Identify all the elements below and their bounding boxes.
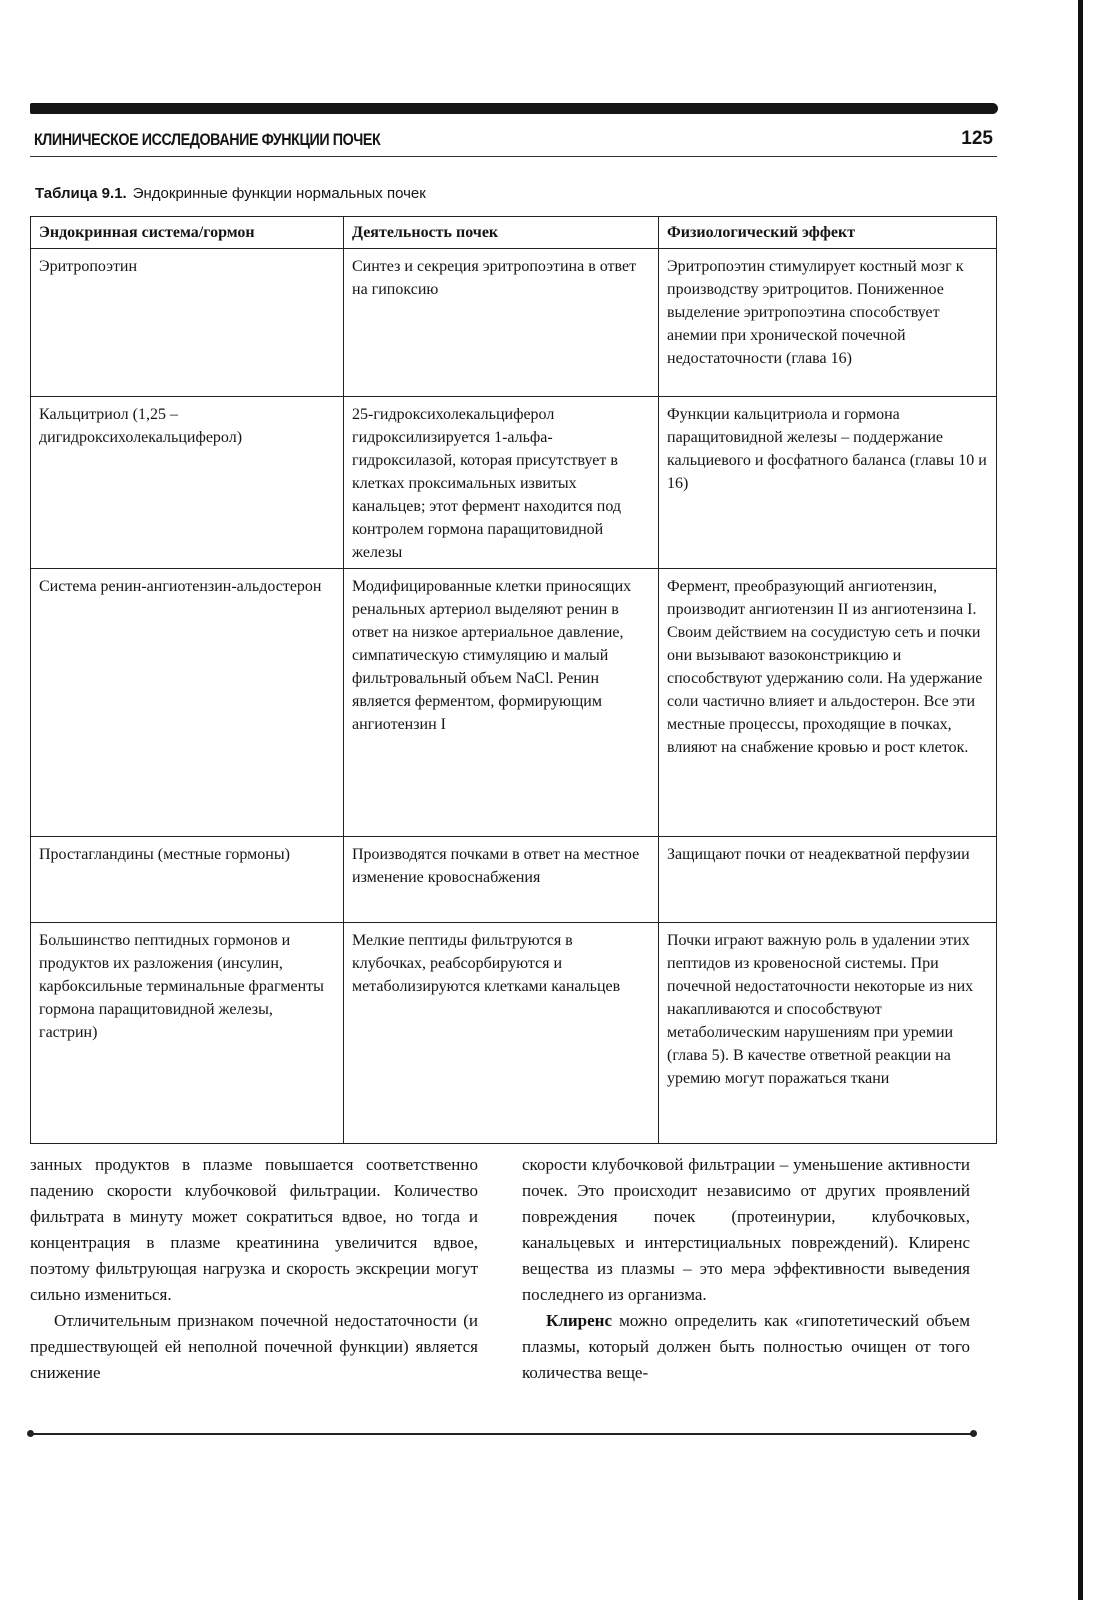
cell-activity: 25-гидроксихолекальциферол гидроксилизируется 1-альфа-гидроксилазой, которая присутствует в клетках проксимальных извитых канальцев; этот фермент находится под контролем гормона паращитовидной железы [344, 397, 659, 569]
body-paragraph: Отличительным признаком почечной недостаточности (и предшествующей ей неполной почечной функции) является снижение [30, 1311, 478, 1382]
header-rule [30, 103, 998, 114]
body-column-right [522, 1152, 970, 1386]
chapter-title: КЛИНИЧЕСКОЕ ИССЛЕДОВАНИЕ ФУНКЦИИ ПОЧЕК [34, 130, 381, 149]
table-row [31, 249, 997, 397]
page-number: 125 [961, 128, 993, 149]
cell-hormone: Система ренин-ангиотензин-альдостерон [31, 569, 344, 837]
body-paragraph: занных продуктов в плазме повышается соответственно падению скорости клубочковой фильтрации. Количество фильтрата в минуту может сократиться вдвое, но тогда и концентрация в плазме креатинина увеличится вдвое, поэтому фильтрующая нагрузка и скорость экскреции могут сильно измениться. [30, 1155, 478, 1304]
body-paragraph-rest: можно определить как «гипотетический объем плазмы, который должен быть полностью очищен от того количества веще- [522, 1311, 970, 1382]
page-edge-shadow [1078, 0, 1083, 1600]
cell-effect: Защищают почки от неадекватной перфузии [659, 837, 997, 923]
cell-activity: Мелкие пептиды фильтруются в клубочках, реабсорбируются и метаболизируются клетками канальцев [344, 923, 659, 1144]
running-header [30, 124, 997, 157]
cell-effect: Фермент, преобразующий ангиотензин, производит ангиотензин II из ангиотензина I. Своим действием на сосудистую сеть и почки они вызывают вазоконстрикцию и способствуют удержанию соли. На удержание соли частично влияет и альдостерон. Все эти местные процессы, проходящие в почках, влияют на снабжение кровью и рост клеток. [659, 569, 997, 837]
footer-rule [30, 1433, 974, 1435]
body-paragraph: скорости клубочковой фильтрации – уменьшение активности почек. Это происходит независимо от других проявлений повреждения почек (протеинурии, клубочковых, канальцевых и интерстициальных повреждений). Клиренс вещества из плазмы – это мера эффективности выведения последнего из организма. [522, 1155, 970, 1304]
body-paragraph [522, 1308, 970, 1386]
cell-effect: Почки играют важную роль в удалении этих пептидов из кровеносной системы. При почечной недостаточности некоторые из них накапливаются и способствуют метаболическим нарушениям при уремии (глава 5). В качестве ответной реакции на уремию могут поражаться ткани [659, 923, 997, 1144]
cell-hormone: Эритропоэтин [31, 249, 344, 397]
endocrine-functions-table [30, 216, 997, 1144]
term-clearance: Клиренс [546, 1311, 612, 1330]
column-header-effect: Физиологический эффект [659, 217, 997, 249]
table-caption-label: Таблица 9.1. [35, 185, 127, 202]
cell-hormone: Кальцитриол (1,25 – дигидроксихолекальциферол) [31, 397, 344, 569]
cell-activity: Синтез и секреция эритропоэтина в ответ на гипоксию [344, 249, 659, 397]
table-caption-text: Эндокринные функции нормальных почек [132, 185, 426, 202]
table-row [31, 569, 997, 837]
table-row [31, 397, 997, 569]
cell-activity: Производятся почками в ответ на местное изменение кровоснабжения [344, 837, 659, 923]
cell-hormone: Простагландины (местные гормоны) [31, 837, 344, 923]
cell-hormone: Большинство пептидных гормонов и продуктов их разложения (инсулин, карбоксильные терминальные фрагменты гормона паращитовидной железы, гастрин) [31, 923, 344, 1144]
column-header-hormone: Эндокринная система/гормон [31, 217, 344, 249]
table-row [31, 923, 997, 1144]
cell-effect: Эритропоэтин стимулирует костный мозг к производству эритроцитов. Пониженное выделение эритропоэтина способствует анемии при хронической почечной недостаточности (глава 16) [659, 249, 997, 397]
body-column-left [30, 1152, 478, 1386]
column-header-activity: Деятельность почек [344, 217, 659, 249]
table-header-row [31, 217, 997, 249]
cell-activity: Модифицированные клетки приносящих ренальных артериол выделяют ренин в ответ на низкое артериальное давление, симпатическую стимуляцию и малый фильтровальный объем NaCl. Ренин является ферментом, формирующим ангиотензин I [344, 569, 659, 837]
table-caption [35, 185, 426, 202]
table-row [31, 837, 997, 923]
cell-effect: Функции кальцитриола и гормона паращитовидной железы – поддержание кальциевого и фосфатного баланса (главы 10 и 16) [659, 397, 997, 569]
